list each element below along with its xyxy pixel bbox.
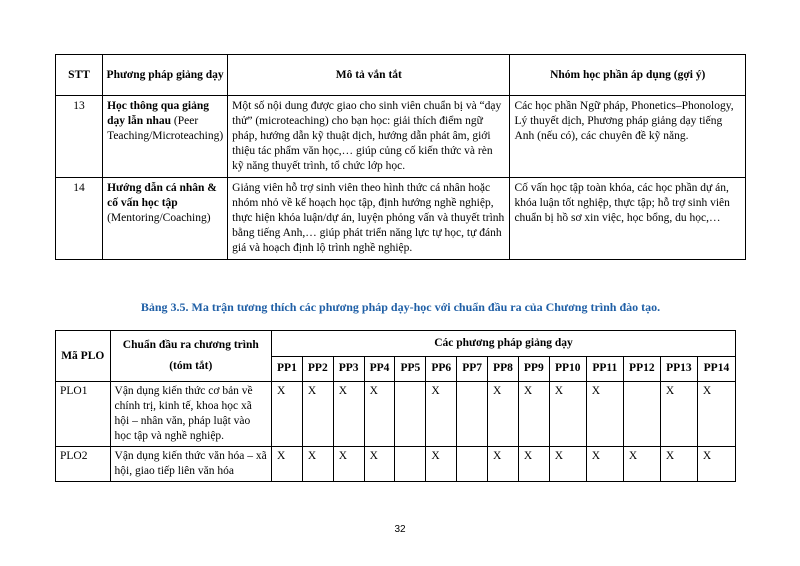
matrix-cell bbox=[395, 382, 426, 447]
plo-matrix-table bbox=[55, 330, 736, 482]
header-pp: PP12 bbox=[623, 356, 660, 382]
matrix-cell: X bbox=[660, 447, 697, 482]
matrix-cell: X bbox=[586, 447, 623, 482]
row-group: Các học phần Ngữ pháp, Phonetics–Phonology, Lý thuyết dịch, Phương pháp giảng dạy tiếng Anh (nếu có), các chuyên đề kỹ năng. bbox=[510, 96, 746, 178]
matrix-cell: X bbox=[364, 382, 395, 447]
table-row bbox=[56, 178, 746, 260]
matrix-cell: X bbox=[272, 382, 303, 447]
plo-code: PLO1 bbox=[56, 382, 111, 447]
matrix-cell: X bbox=[488, 382, 519, 447]
plo-code: PLO2 bbox=[56, 447, 111, 482]
table-row bbox=[56, 447, 736, 482]
method-english: (Mentoring/Coaching) bbox=[107, 212, 211, 224]
header-pp: PP1 bbox=[272, 356, 303, 382]
matrix-cell: X bbox=[660, 382, 697, 447]
methods-table bbox=[55, 54, 746, 260]
matrix-cell: X bbox=[333, 447, 364, 482]
row-stt: 14 bbox=[56, 178, 103, 260]
methods-table-header bbox=[56, 55, 746, 96]
header-pp: PP6 bbox=[426, 356, 457, 382]
row-stt: 13 bbox=[56, 96, 103, 178]
header-plo-summary bbox=[110, 331, 272, 382]
matrix-cell: X bbox=[586, 382, 623, 447]
header-pp: PP5 bbox=[395, 356, 426, 382]
header-pp: PP3 bbox=[333, 356, 364, 382]
header-pp: PP8 bbox=[488, 356, 519, 382]
table-caption: Bảng 3.5. Ma trận tương thích các phương pháp dạy-học với chuẩn đầu ra của Chương trình đào tạo. bbox=[140, 300, 661, 314]
matrix-cell: X bbox=[333, 382, 364, 447]
matrix-cell bbox=[623, 382, 660, 447]
plo-summary: Vận dụng kiến thức văn hóa – xã hội, giao tiếp liên văn hóa bbox=[110, 447, 272, 482]
matrix-cell: X bbox=[426, 447, 457, 482]
table-row bbox=[56, 96, 746, 178]
header-plo-code: Mã PLO bbox=[56, 331, 111, 382]
header-pp: PP14 bbox=[697, 356, 735, 382]
row-description: Một số nội dung được giao cho sinh viên chuẩn bị và “dạy thử” (microteaching) cho bạn học: giải thích điểm ngữ pháp, hướng dẫn kỹ thuật dịch, hướng dẫn phát âm, giới thiệu tác phẩm văn học,… giúp củng cố kiến thức và rèn kỹ năng thuyết trình, tổ chức lớp học. bbox=[228, 96, 510, 178]
matrix-cell: X bbox=[549, 382, 586, 447]
header-pp: PP10 bbox=[549, 356, 586, 382]
matrix-cell: X bbox=[518, 447, 549, 482]
matrix-cell bbox=[457, 382, 488, 447]
matrix-cell: X bbox=[518, 382, 549, 447]
matrix-header-row-1 bbox=[56, 331, 736, 357]
header-description: Mô tả vắn tắt bbox=[228, 55, 510, 96]
matrix-cell bbox=[395, 447, 426, 482]
row-method bbox=[103, 96, 228, 178]
header-pp: PP13 bbox=[660, 356, 697, 382]
matrix-cell: X bbox=[302, 447, 333, 482]
table-row bbox=[56, 382, 736, 447]
header-pp: PP2 bbox=[302, 356, 333, 382]
matrix-cell: X bbox=[697, 382, 735, 447]
matrix-cell: X bbox=[697, 447, 735, 482]
row-method bbox=[103, 178, 228, 260]
header-method: Phương pháp giảng dạy bbox=[103, 55, 228, 96]
row-description: Giảng viên hỗ trợ sinh viên theo hình thức cá nhân hoặc nhóm nhỏ về kế hoạch học tập, định hướng nghề nghiệp, thực hiện khóa luận/dự án, luyện phỏng vấn và thuyết trình bằng tiếng Anh,… giúp phát triển năng lực tự học, tự đánh giá và hoạch định lộ trình nghề nghiệp. bbox=[228, 178, 510, 260]
page-number: 32 bbox=[394, 524, 406, 535]
row-group: Cố vấn học tập toàn khóa, các học phần dự án, khóa luận tốt nghiệp, thực tập; hỗ trợ sinh viên chuẩn bị hồ sơ xin việc, học bổng, du học,… bbox=[510, 178, 746, 260]
plo-summary: Vận dụng kiến thức cơ bản về chính trị, kinh tế, khoa học xã hội – nhân văn, pháp luật vào học tập và nghề nghiệp. bbox=[110, 382, 272, 447]
method-name: Học thông qua giảng dạy lẫn nhau bbox=[107, 100, 210, 127]
matrix-cell: X bbox=[364, 447, 395, 482]
header-methods: Các phương pháp giảng dạy bbox=[272, 331, 736, 357]
method-name: Hướng dẫn cá nhân & cố vấn học tập bbox=[107, 182, 217, 209]
matrix-cell: X bbox=[426, 382, 457, 447]
header-pp: PP9 bbox=[518, 356, 549, 382]
matrix-cell: X bbox=[272, 447, 303, 482]
header-summary-line1: Chuẩn đầu ra chương trình bbox=[122, 339, 259, 351]
matrix-cell bbox=[457, 447, 488, 482]
header-stt: STT bbox=[56, 55, 103, 96]
matrix-cell: X bbox=[549, 447, 586, 482]
header-pp: PP4 bbox=[364, 356, 395, 382]
header-pp: PP11 bbox=[586, 356, 623, 382]
matrix-cell: X bbox=[488, 447, 519, 482]
header-pp: PP7 bbox=[457, 356, 488, 382]
matrix-cell: X bbox=[623, 447, 660, 482]
matrix-cell: X bbox=[302, 382, 333, 447]
header-summary-line2: (tóm tắt) bbox=[169, 360, 213, 372]
header-group: Nhóm học phần áp dụng (gợi ý) bbox=[510, 55, 746, 96]
method-english: (Peer Teaching/Microteaching) bbox=[107, 115, 224, 142]
